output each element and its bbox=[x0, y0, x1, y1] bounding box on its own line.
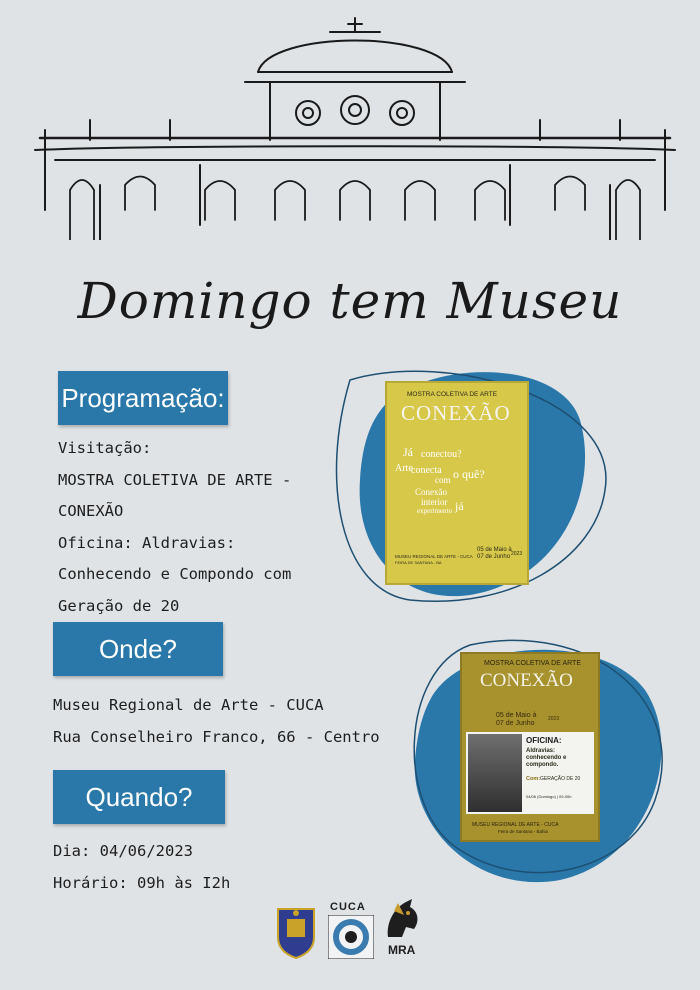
onde-line: Museu Regional de Arte - CUCA bbox=[53, 696, 324, 714]
poster2-schedule: 04/06 (Domingo) | 09-00h bbox=[526, 794, 572, 799]
onde-heading: Onde? bbox=[53, 622, 223, 676]
poster2-oficina-title: OFICINA: bbox=[526, 736, 562, 745]
poster2-oficina-line: Aldravias: bbox=[526, 748, 556, 754]
poster2-year: 2023 bbox=[548, 716, 560, 722]
cuca-logo bbox=[328, 901, 374, 961]
poster2-com-label: Com: bbox=[526, 776, 541, 782]
poster1-word: o quê? bbox=[453, 467, 485, 481]
poster-conexao bbox=[385, 381, 529, 585]
poster1-word: experimento bbox=[417, 507, 452, 515]
programacao-text bbox=[58, 433, 291, 622]
poster1-word: Arte bbox=[395, 463, 413, 474]
poster2-footer: Feira de Santana - Bahia bbox=[498, 829, 549, 834]
poster1-date: 05 de Maio à bbox=[477, 547, 512, 553]
poster2-date: 05 de Maio à bbox=[496, 712, 537, 719]
onde-line: Rua Conselheiro Franco, 66 - Centro bbox=[53, 727, 380, 746]
poster2-header: MOSTRA COLETIVA DE ARTE bbox=[484, 660, 581, 667]
poster2-oficina-line: conhecendo e bbox=[526, 755, 567, 761]
poster2-oficina-line: compondo. bbox=[526, 762, 559, 768]
poster1-footer: MUSEU REGIONAL DE ARTE - CUCA bbox=[395, 554, 473, 559]
poster1-word: conectou? bbox=[421, 449, 462, 460]
poster2-panel bbox=[466, 732, 594, 814]
programacao-line: Oficina: Aldravias: bbox=[58, 533, 236, 552]
poster2-date: 07 de Junho bbox=[496, 720, 535, 727]
quando-heading: Quando? bbox=[53, 770, 225, 824]
poster1-word: conecta bbox=[411, 465, 442, 476]
poster1-logo: CONEXÃO bbox=[401, 401, 511, 425]
programacao-heading: Programação: bbox=[58, 371, 228, 425]
programacao-line: MOSTRA COLETIVA DE ARTE - bbox=[58, 470, 292, 489]
quando-text bbox=[53, 836, 230, 899]
poster1-word: interior bbox=[421, 497, 448, 507]
poster2-footer: MUSEU REGIONAL DE ARTE - CUCA bbox=[472, 822, 559, 828]
poster2-logo: CONEXÃO bbox=[480, 670, 573, 691]
mra-logo-text: MRA bbox=[388, 943, 416, 957]
programacao-line: Conhecendo e Compondo com bbox=[58, 565, 292, 583]
onde-text bbox=[53, 690, 380, 753]
poster2-photo bbox=[468, 734, 522, 812]
university-crest-icon bbox=[275, 903, 317, 959]
quando-line: Dia: 04/06/2023 bbox=[53, 842, 193, 860]
museum-facade-illustration bbox=[30, 10, 680, 240]
sponsor-logos bbox=[270, 895, 430, 975]
horse-head-icon bbox=[380, 897, 426, 943]
poster-oficina bbox=[460, 652, 600, 842]
cuca-logo-text: CUCA bbox=[330, 901, 366, 913]
poster1-word: Conexão bbox=[415, 487, 447, 497]
programacao-line: Visitação: bbox=[58, 439, 152, 457]
poster1-word: com bbox=[435, 475, 451, 485]
mra-logo bbox=[380, 897, 426, 965]
poster1-date: 07 de Junho bbox=[477, 554, 511, 560]
page-title: Domingo tem Museu bbox=[77, 272, 623, 330]
quando-line: Horário: 09h às I2h bbox=[53, 873, 231, 892]
poster1-year: 2023 bbox=[511, 551, 523, 557]
poster1-header: MOSTRA COLETIVA DE ARTE bbox=[407, 391, 498, 398]
poster2-com-value: GERAÇÃO DE 20 bbox=[540, 776, 581, 782]
programacao-line: Geração de 20 bbox=[58, 596, 180, 615]
poster1-word: já bbox=[455, 499, 464, 513]
poster1-word: Já bbox=[403, 445, 413, 459]
cuca-swirl-icon bbox=[328, 915, 374, 959]
programacao-line: CONEXÃO bbox=[58, 502, 124, 520]
poster1-footer: FEIRA DE SANTANA - BA bbox=[395, 560, 442, 565]
